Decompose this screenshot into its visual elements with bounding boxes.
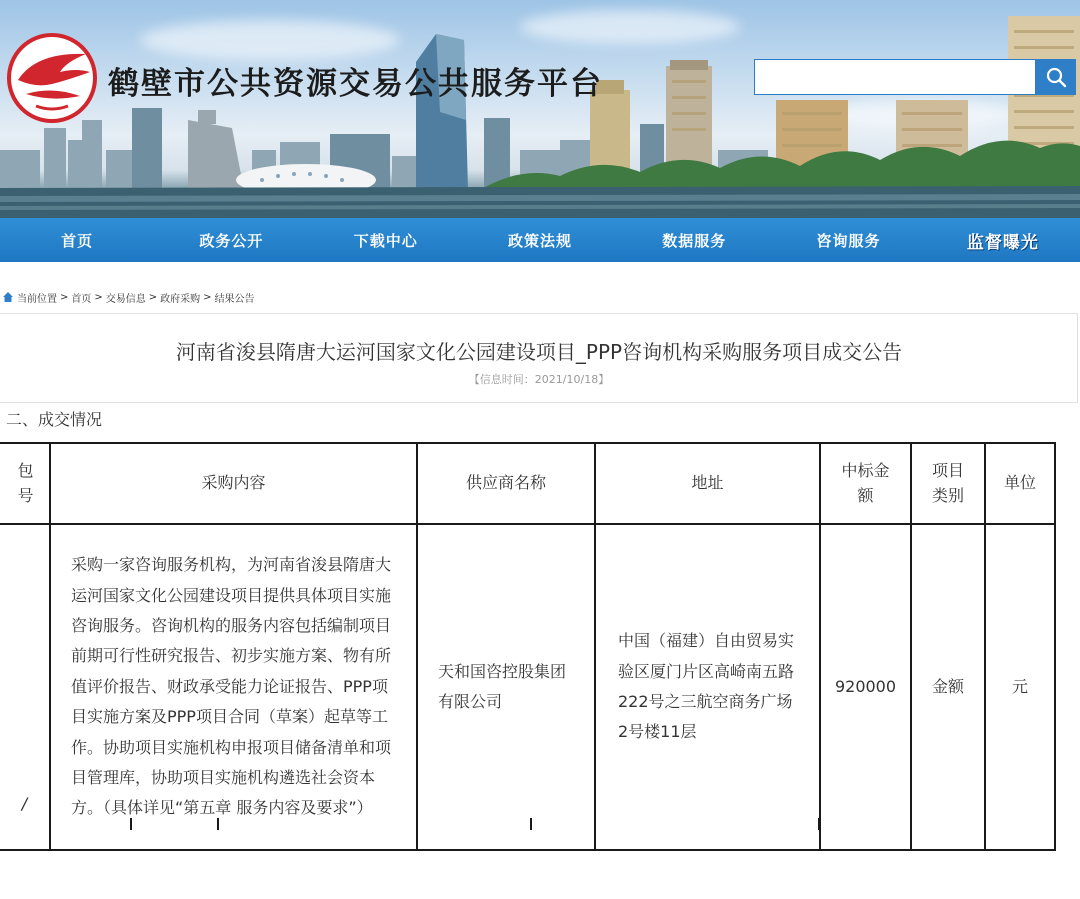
- table-edge: [416, 818, 418, 830]
- article-header: [0, 313, 1078, 403]
- table-edge: [1054, 818, 1056, 830]
- cell-supplier-text: 天和国咨控股集团有限公司: [438, 661, 567, 711]
- nav-item-government-affairs[interactable]: 政务公开: [199, 231, 264, 250]
- header-banner: [0, 0, 1080, 218]
- nav-item-data-services[interactable]: 数据服务: [662, 231, 727, 250]
- table-edge: [217, 818, 219, 830]
- breadcrumb-link-result-notice[interactable]: 结果公告: [214, 293, 255, 305]
- column-header-supplier: 供应商名称: [417, 443, 595, 524]
- breadcrumb-separator: >: [94, 291, 103, 303]
- column-header-content: 采购内容: [50, 443, 417, 524]
- search-input[interactable]: [754, 59, 1036, 95]
- breadcrumb-prefix: 当前位置: [17, 293, 57, 305]
- table-edge: [49, 818, 51, 830]
- cell-supplier: [417, 524, 595, 850]
- article-title: 河南省浚县隋唐大运河国家文化公园建设项目_PPP咨询机构采购服务项目成交公告: [175, 340, 903, 364]
- home-icon: [2, 291, 14, 303]
- cell-content: [50, 524, 417, 850]
- table-edge: [530, 818, 532, 830]
- main-nav: [0, 218, 1080, 262]
- column-header-category: 项目类别: [911, 443, 985, 524]
- cell-package: /: [0, 524, 50, 850]
- section-title: 二、成交情况: [6, 410, 103, 429]
- nav-item-home[interactable]: 首页: [61, 231, 94, 250]
- breadcrumb-separator: >: [148, 291, 158, 303]
- breadcrumb-link-home[interactable]: 首页: [71, 293, 92, 305]
- table-edge: [818, 818, 820, 830]
- table-row: [0, 524, 1055, 850]
- cell-amount: 920000: [820, 524, 911, 850]
- column-header-address: 地址: [595, 443, 820, 524]
- cell-content-text: 采购一家咨询服务机构，为河南省浚县隋唐大运河国家文化公园建设项目提供具体项目实施咨询服务。咨询机构的服务内容包括编制项目前期可行性研究报告、初步实施方案、物有所值评价报告、财政承受能力论证报告、PPP项目实施方案及PPP项目合同（草案）起草等工作。协助项目实施机构申报项目储备清单和项目管理库，协助项目实施机构遴选社会资本方。（具体详见“第五章 服务内容及要求”）: [71, 555, 392, 818]
- nav-item-policies[interactable]: 政策法规: [507, 231, 572, 250]
- breadcrumb-separator: >: [60, 291, 69, 303]
- breadcrumb-link-trade-info[interactable]: 交易信息: [105, 293, 146, 305]
- breadcrumb-separator: >: [203, 291, 212, 303]
- city-skyline-image: [0, 0, 1080, 218]
- cell-address-text: 中国（福建）自由贸易实验区厦门片区高崎南五路222号之三航空商务广场2号楼11层: [618, 631, 795, 742]
- table-edge: [130, 818, 132, 830]
- breadcrumb: [0, 289, 255, 305]
- result-table: [0, 442, 1056, 851]
- search-button[interactable]: [1036, 59, 1076, 95]
- article-date: 【信息时间：2021/10/18】: [468, 373, 610, 386]
- column-header-unit: 单位: [985, 443, 1055, 524]
- nav-item-downloads[interactable]: 下载中心: [353, 231, 418, 250]
- site-title: 鹤壁市公共资源交易公共服务平台: [108, 66, 603, 102]
- table-edge: [594, 818, 596, 830]
- cell-unit: 元: [985, 524, 1055, 850]
- nav-item-consulting[interactable]: 咨询服务: [816, 231, 881, 250]
- column-header-amount: 中标金额: [820, 443, 911, 524]
- table-header-row: [0, 443, 1055, 524]
- column-header-package: 包号: [0, 443, 50, 524]
- nav-item-supervision[interactable]: 监督曝光: [966, 232, 1039, 253]
- breadcrumb-link-gov-procurement[interactable]: 政府采购: [160, 293, 201, 305]
- search-icon: [1045, 66, 1067, 88]
- cell-address: [595, 524, 820, 850]
- cell-category: 金额: [911, 524, 985, 850]
- crane-logo-icon: [6, 32, 98, 124]
